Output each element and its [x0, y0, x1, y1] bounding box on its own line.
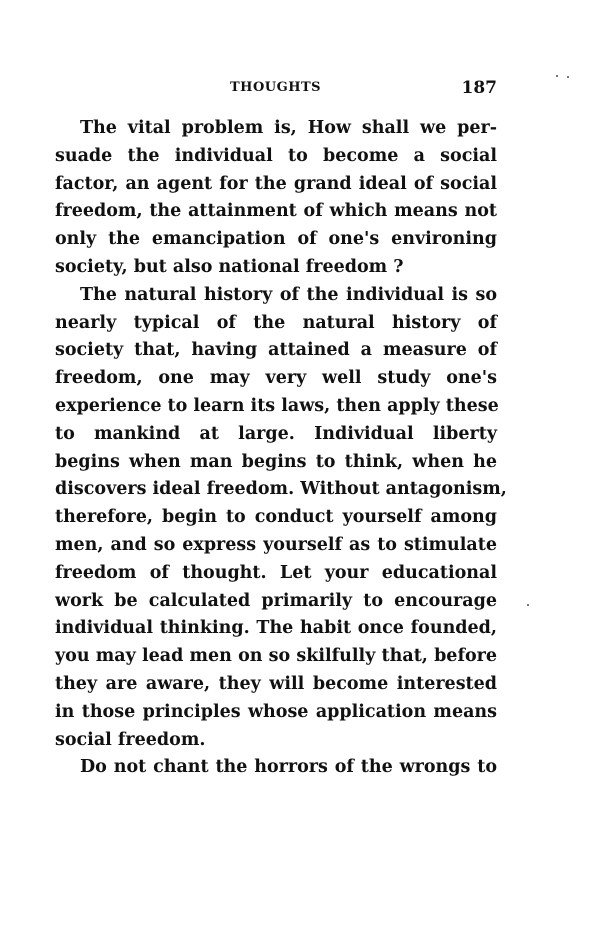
text-line: begins when man begins to think, when he: [55, 451, 497, 472]
page-body-text: [55, 115, 507, 782]
running-title: THOUGHTS: [230, 80, 322, 95]
scan-speck: [556, 75, 558, 77]
text-line: individual thinking. The habit once founded,: [55, 618, 497, 639]
text-line: they are aware, they will become interested: [55, 673, 497, 694]
scan-speck: [567, 76, 569, 78]
text-line: The natural history of the individual is so: [80, 284, 497, 305]
text-line: in those principles whose application means: [55, 701, 497, 722]
text-line: suade the individual to become a social: [55, 145, 497, 166]
text-line: only the emancipation of one's environing: [55, 229, 497, 250]
page-header: [55, 78, 497, 100]
text-line: society that, having attained a measure of: [55, 340, 497, 361]
scan-speck: [527, 604, 529, 606]
text-line: freedom, the attainment of which means not: [55, 201, 497, 222]
text-line: discovers ideal freedom. Without antagonism,: [55, 479, 507, 500]
text-line: experience to learn its laws, then apply these: [55, 395, 499, 416]
text-line: The vital problem is, How shall we per-: [80, 118, 497, 138]
text-line: society, but also national freedom ?: [55, 256, 404, 277]
text-line: freedom of thought. Let your educational: [55, 562, 497, 583]
text-line: factor, an agent for the grand ideal of social: [55, 173, 497, 194]
text-line: to mankind at large. Individual liberty: [55, 423, 497, 444]
text-line: Do not chant the horrors of the wrongs to: [80, 757, 497, 778]
text-line: therefore, begin to conduct yourself among: [55, 507, 497, 528]
text-line: freedom, one may very well study one's: [55, 368, 497, 389]
text-line: social freedom.: [55, 729, 206, 750]
page-number: 187: [461, 78, 497, 98]
text-line: you may lead men on so skilfully that, before: [55, 646, 497, 667]
text-line: work be calculated primarily to encourage: [55, 590, 497, 611]
text-line: nearly typical of the natural history of: [55, 312, 497, 333]
text-line: men, and so express yourself as to stimulate: [55, 534, 497, 555]
